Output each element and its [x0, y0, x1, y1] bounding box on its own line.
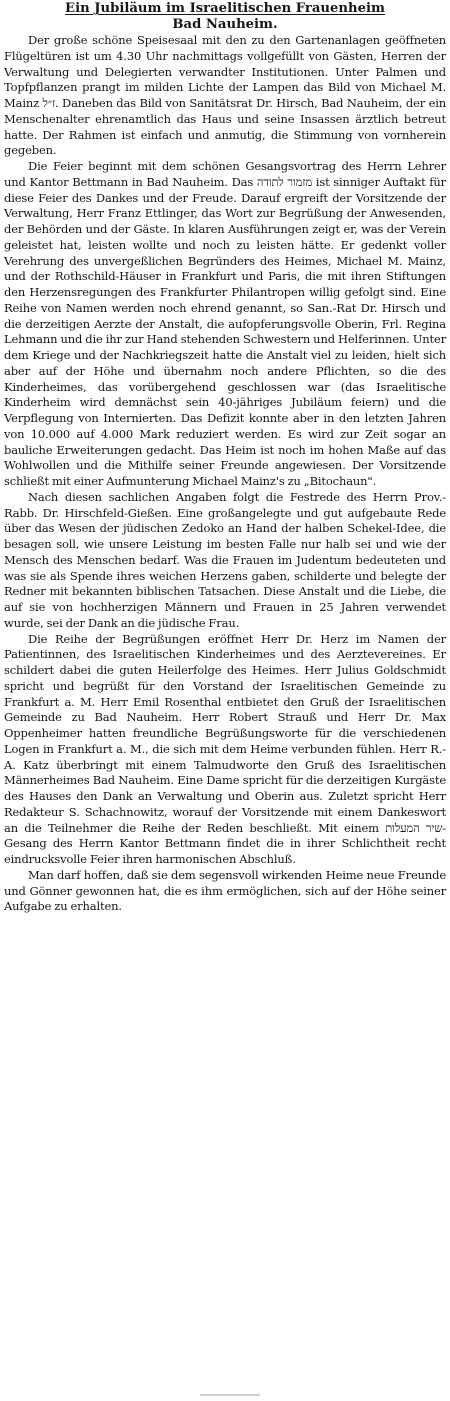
paragraph-1: Der große schöne Speisesaal mit den zu den Gartenanlagen geöffneten Flügeltüren ist um 4.30 Uhr nachmittags vollgefüllt von Gästen, Herren der Verwaltung und Delegierten verwandter Institutionen. Unter Palmen und Topfpflanzen prangt im milden Lichte der Lampen das Bild von Michael M. Mainz ז״ל. Daneben das Bild von Sanitätsrat Dr. Hirsch, Bad Nauheim, der ein Menschenalter ehrenamtlich das Haus und seine Insassen ärztlich betreut hatte. Der Rahmen ist einfach und anmutig, die Stimmung von vornherein gegeben. [4, 33, 447, 158]
paragraph-5: Man darf hoffen, daß sie dem segensvoll wirkenden Heime neue Freunde und Gönner gewonnen hat, die es ihm ermöglichen, sich auf der Höhe seiner Aufgabe zu erhalten. [4, 867, 446, 914]
paragraph-4: Die Reihe der Begrüßungen eröffnet Herr Dr. Herz im Namen der Patientinnen, des Israelitischen Kinderheimes und des Aerztevereines. Er schildert dabei die guten Heilerfolge des Heimes. Herr Julius Goldschmidt spricht und begrüßt für den Vorstand der Israelitischen Gemeinde zu Frankfurt a. M. Herr Emil Rosenthal entbietet den Gruß der Israelitischen Gemeinde zu Bad Nauheim. Herr Robert Strauß und Herr Dr. Max Oppenheimer hatten freundliche Begrüßungsworte für die verschiedenen Logen in Frankfurt a. M., die sich mit dem Heime verbunden fühlen. Herr R.-A. Katz überbringt mit einem Talmudworte den Gruß des Israelitischen Männerheimes Bad Nauheim. Eine Dame spricht für die derzeitigen Kurgäste des Hauses den Dank an Verwaltung und Oberin aus. Zuletzt spricht Herr Redakteur S. Schachnowitz, worauf der Vorsitzende mit einem Dankeswort an die Teilnehmer die Reihe der Reden beschließt. Mit einem שיר המעלות-Gesang des Herrn Kantor Bettmann findet die in ihrer Schlichtheit recht eindrucksvolle Feier ihren harmonischen Abschluß. [4, 631, 446, 866]
article-subtitle: Bad Nauheim. [172, 17, 278, 32]
paragraph-3: Nach diesen sachlichen Angaben folgt die Festrede des Herrn Prov.-Rabb. Dr. Hirschfeld-Gießen. Eine großangelegte und gut aufgebaute Rede über das Wesen der jüdischen Zedoko an Hand der halben Schekel-Idee, die besagen soll, wie unsere Leistung im besten Falle nur halb sei und wie der Mensch des Menschen bedarf. Was die Frauen im Judentum bedeuteten und was sie als Spende ihres weichen Herzens gaben, schilderte und belegte der Redner mit bekannten biblischen Tatsachen. Diese Anstalt und die Liebe, die auf sie von hochherzigen Männern und Frauen in 25 Jahren verwendet wurde, sei der Dank an die jüdische Frau. [4, 489, 446, 630]
paragraph-2: Die Feier beginnt mit dem schönen Gesangsvortrag des Herrn Lehrer und Kantor Bettmann in Bad Nauheim. Das מזמור לתודה ist sinniger Auftakt für diese Feier des Dankes und der Freude. Darauf ergreift der Vorsitzende der Verwaltung, Herr Franz Ettlinger, das Wort zur Begrüßung der Anwesenden, der Behörden und der Gäste. In klaren Ausführungen zeigt er, was der Verein geleistet hat, leisten wollte und noch zu leisten hätte. Er gedenkt voller Verehrung des unvergeßlichen Begründers des Heimes, Michael M. Mainz, und der Rothschild-Häuser in Frankfurt und Paris, die mit ihren Stiftungen den Herzensregungen des Frankfurter Philantropen willig gefolgt sind. Eine Reihe von Namen werden noch ehrend genannt, so San.-Rat Dr. Hirsch und die derzeitigen Aerzte der Anstalt, die aufopferungsvolle Oberin, Frl. Regina Lehmann und die ihr zur Hand stehenden Schwestern und Helferinnen. Unter dem Kriege und der Nachkriegszeit hatte die Anstalt viel zu leiden, hielt sich aber auf der Höhe und übernahm noch andere Pflichten, so die des Kinderheimes, das vorübergehend geschlossen war (das Israelitische Kinderheim wird demnächst sein 40-jähriges Jubiläum feiern) und die Verpflegung von Internierten. Das Defizit konnte aber in den letzten Jahren von 10.000 auf 4.000 Mark reduziert werden. Es wird zur Zeit sogar an bauliche Erweiterungen gedacht. Das Heim ist noch im hohen Maße auf das Wohlwollen und die Mithilfe seiner Freunde angewiesen. Der Vorsitzende schließt mit einer Aufmunterung Michael Mainz's zu „Bitochaun". [4, 159, 446, 488]
article-title: Ein Jubiläum im Israelitischen Frauenheim [65, 1, 385, 16]
article [4, 0, 446, 915]
page-bottom-mark [200, 1394, 260, 1396]
